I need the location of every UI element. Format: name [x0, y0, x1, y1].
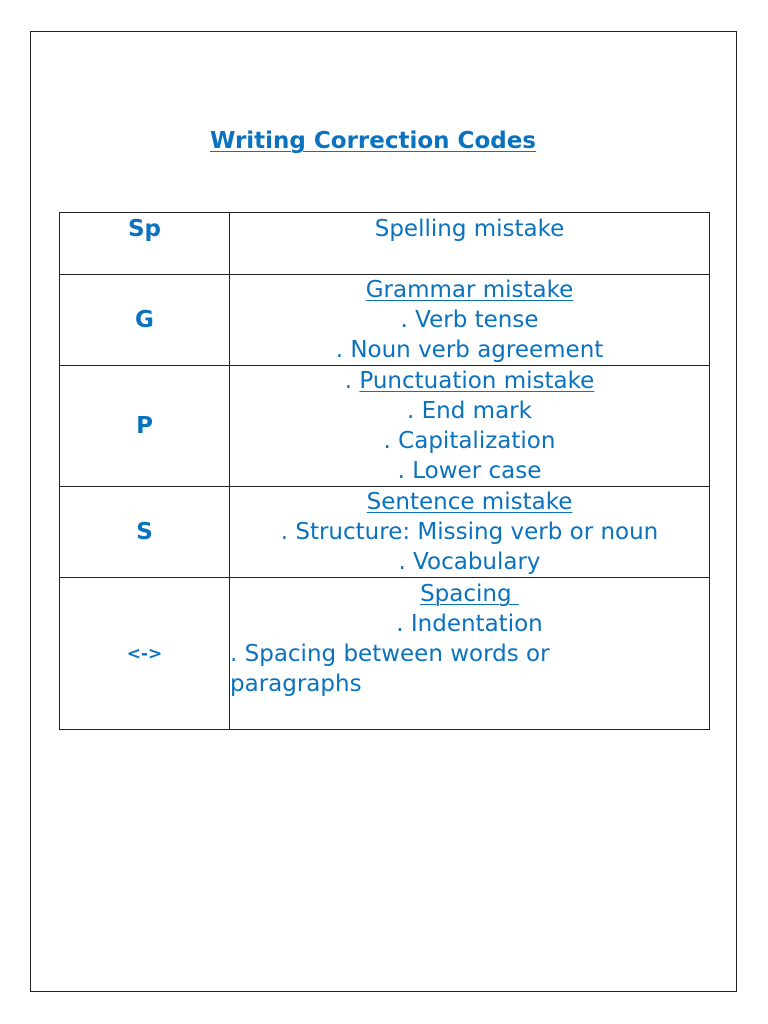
- table-row: [60, 275, 710, 366]
- description-line: paragraphs: [230, 671, 362, 697]
- description-heading-line: [230, 366, 709, 396]
- table-row: [60, 213, 710, 275]
- description-line: . Noun verb agreement: [335, 337, 604, 363]
- code-cell: Sp: [60, 213, 230, 275]
- description-line: . Spacing between words or: [230, 641, 550, 667]
- heading-prefix: .: [344, 368, 360, 394]
- description-line: . Indentation: [396, 611, 543, 637]
- description-line: . Lower case: [397, 458, 542, 484]
- description-line: . Vocabulary: [398, 549, 541, 575]
- description-line: . Capitalization: [383, 428, 556, 454]
- table-row: [60, 487, 710, 578]
- description-cell: [230, 487, 710, 578]
- code-cell: P: [60, 366, 230, 487]
- description-heading: Sentence mistake: [366, 489, 573, 515]
- table-row: [60, 578, 710, 730]
- description-heading: Grammar mistake: [365, 277, 574, 303]
- description-line: . Structure: Missing verb or noun: [280, 519, 659, 545]
- description-line: . End mark: [407, 398, 532, 424]
- page-title: Writing Correction Codes: [209, 128, 536, 154]
- description-cell: [230, 366, 710, 487]
- description-cell: [230, 578, 710, 730]
- description-line: Spelling mistake: [374, 216, 565, 242]
- description-cell: [230, 213, 710, 275]
- table-row: [60, 366, 710, 487]
- description-heading: Spacing: [420, 581, 519, 607]
- description-line: . Verb tense: [400, 307, 539, 333]
- code-cell: S: [60, 487, 230, 578]
- correction-codes-table: [59, 212, 710, 730]
- code-cell: <->: [60, 578, 230, 730]
- description-heading: Punctuation mistake: [359, 368, 595, 394]
- code-cell: G: [60, 275, 230, 366]
- description-cell: [230, 275, 710, 366]
- description-heading-line: [230, 579, 709, 609]
